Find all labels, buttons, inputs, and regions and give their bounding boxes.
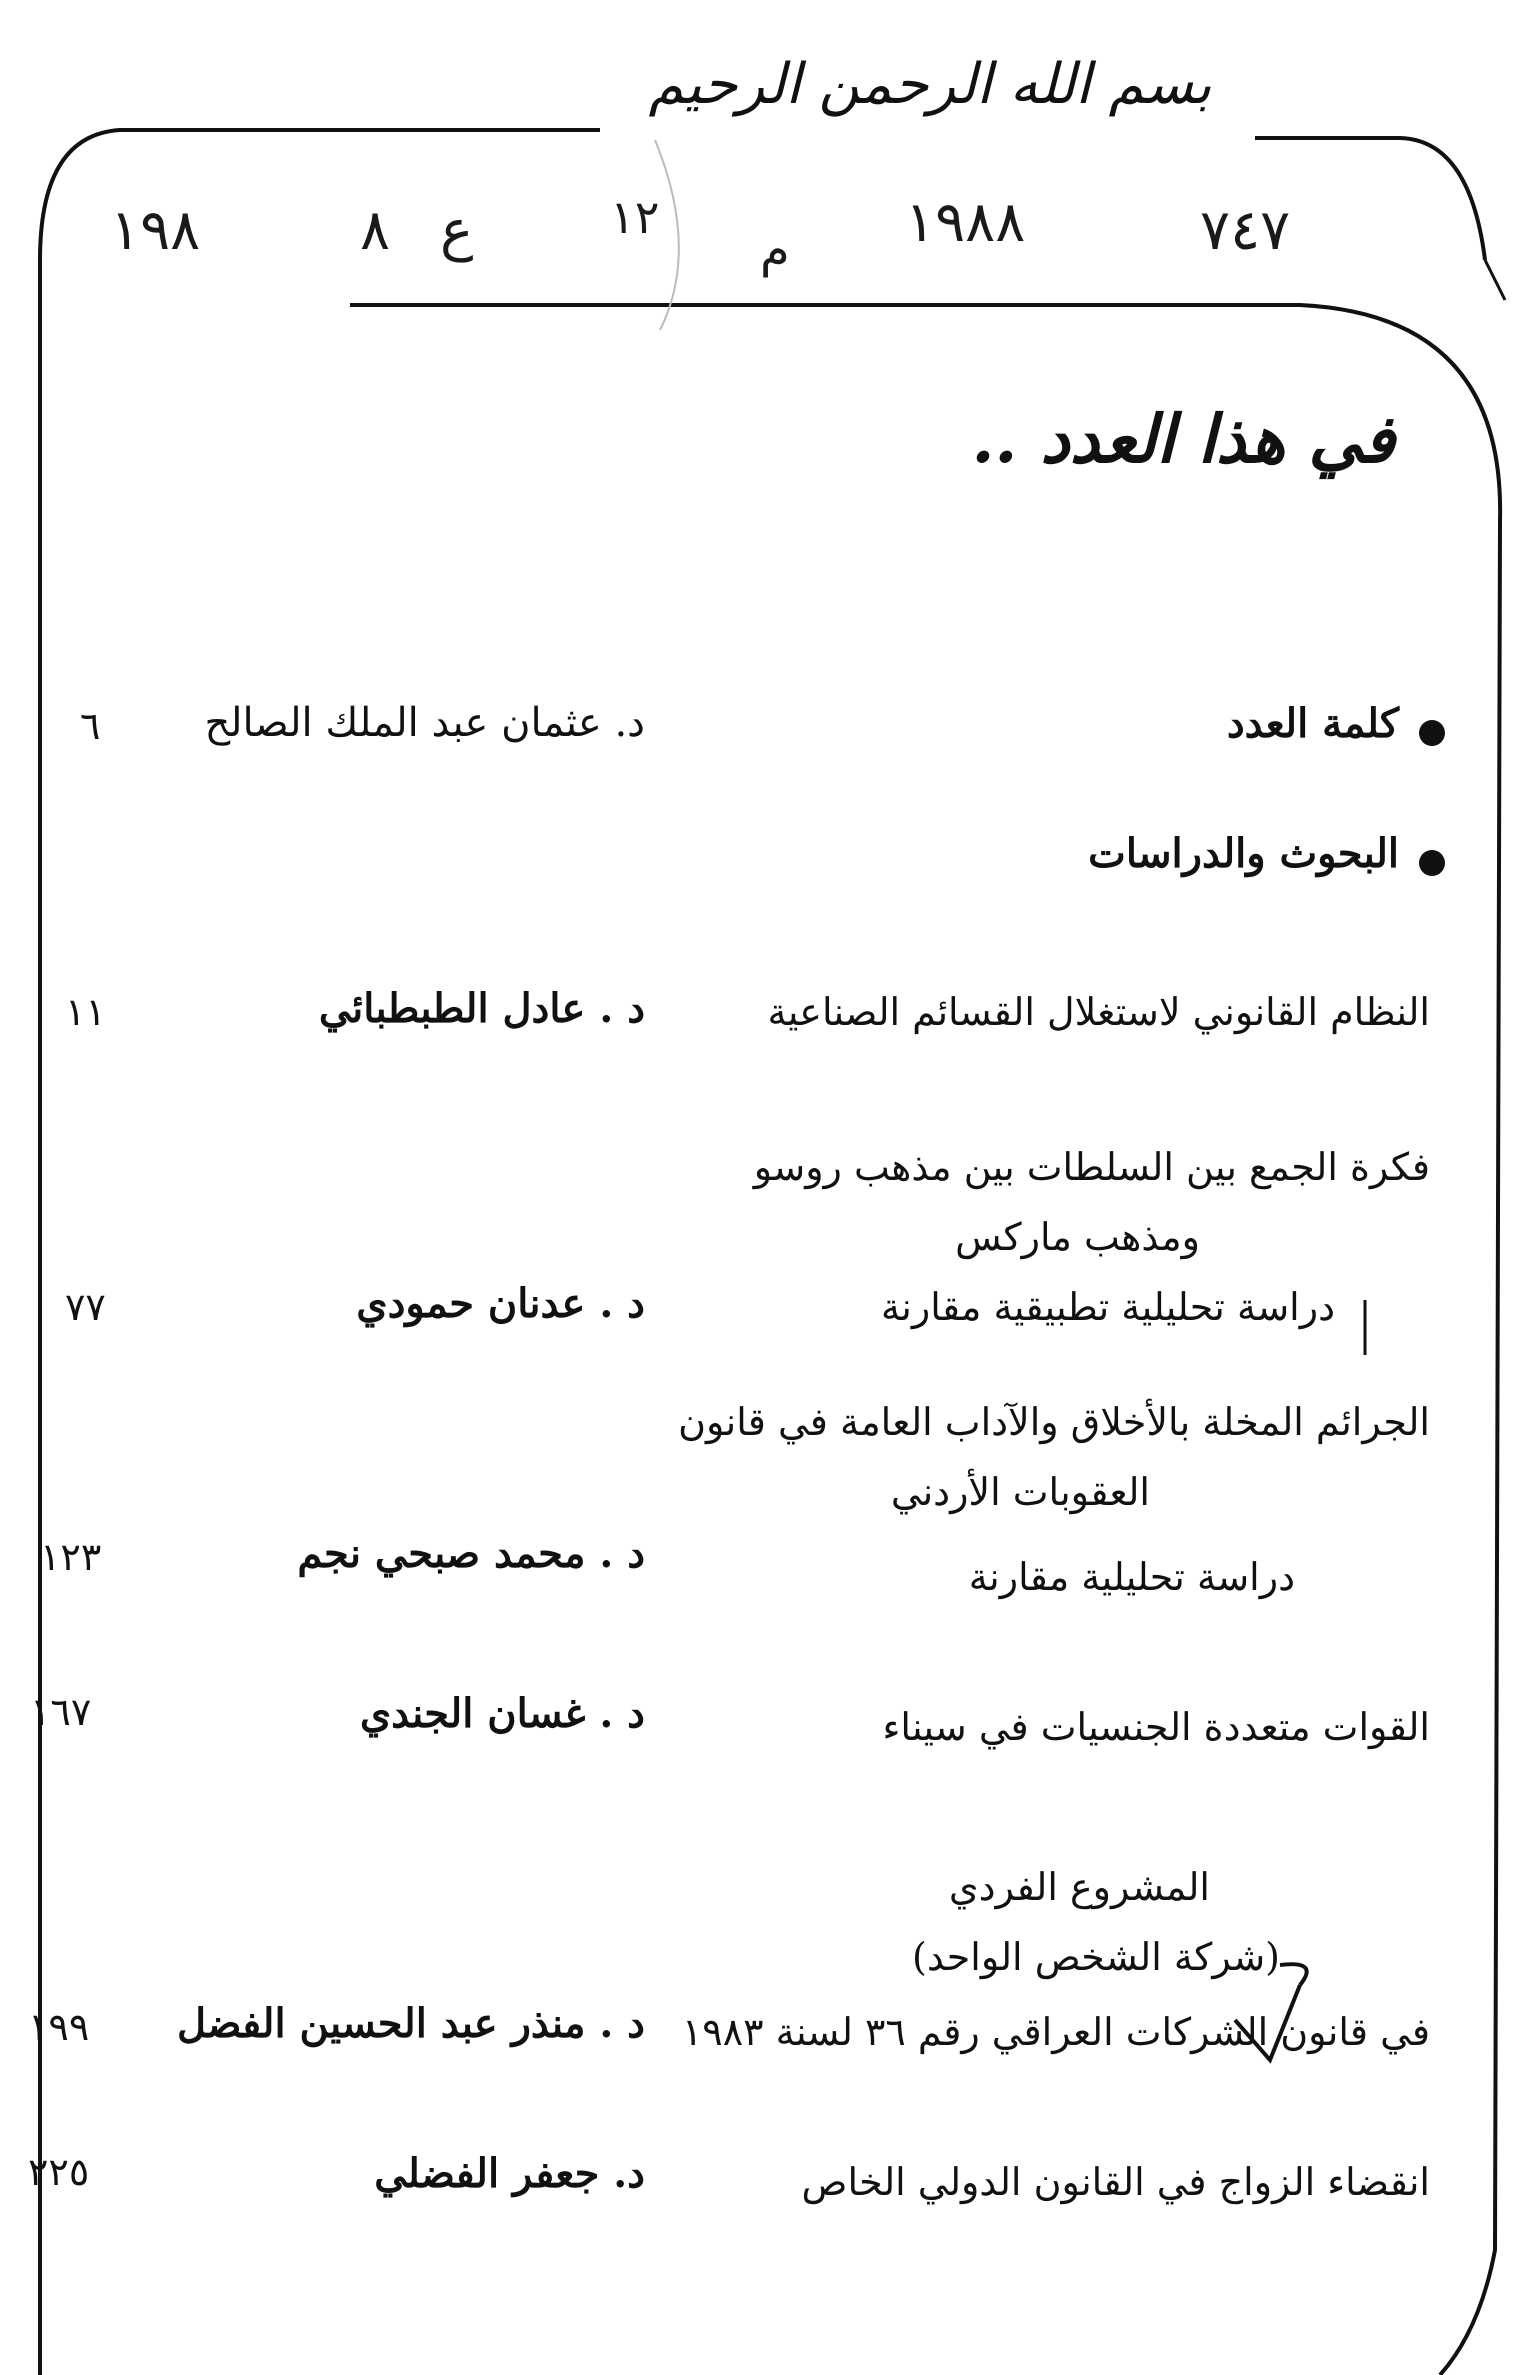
entry-title-line: (شركة الشخص الواحد) — [912, 1935, 1280, 1979]
entry-author: د. عثمان عبد الملك الصالح — [204, 700, 645, 746]
entry-page-number: ٧٧ — [65, 1285, 106, 1329]
handwritten-note-7: ٧٤٧ — [1200, 198, 1291, 263]
entry-title: القوات متعددة الجنسيات في سيناء — [882, 1705, 1430, 1749]
entry-title: كلمة العدد — [1226, 700, 1399, 747]
entry-author: د . محمد صبحي نجم — [297, 1530, 645, 1577]
bullet-icon — [1419, 720, 1445, 746]
section-title: في هذا العدد .. — [971, 400, 1395, 478]
entry-author: د . منذر عبد الحسين الفضل — [177, 2000, 645, 2047]
bullet-icon — [1419, 850, 1445, 876]
entry-page-number: ٦ — [80, 704, 101, 748]
entry-author: د . غسان الجندي — [359, 1690, 645, 1737]
handwritten-note-4: ١٢ — [610, 190, 660, 244]
entry-page-number: ١٦٧ — [30, 1690, 92, 1734]
entry-title-line: دراسة تحليلية تطبيقية مقارنة — [880, 1285, 1335, 1329]
entry-title-line: فكرة الجمع بين السلطات بين مذهب روسو — [753, 1145, 1430, 1189]
entry-author: د . عدنان حمودي — [356, 1280, 645, 1327]
entry-title-line: الجرائم المخلة بالأخلاق والآداب العامة في قانون — [678, 1400, 1430, 1444]
entry-title-line: المشروع الفردي — [948, 1865, 1210, 1909]
entry-title: النظام القانوني لاستغلال القسائم الصناعية — [767, 990, 1430, 1034]
handwritten-note-1: ١٩٨ — [110, 198, 201, 263]
entry-title-line: ومذهب ماركس — [955, 1215, 1200, 1259]
handwritten-note-2: ٨ — [360, 198, 391, 263]
entry-author: د . عادل الطبطبائي — [318, 985, 645, 1032]
entry-title-line: دراسة تحليلية مقارنة — [968, 1555, 1295, 1599]
entry-title: انقضاء الزواج في القانون الدولي الخاص — [801, 2160, 1430, 2204]
entry-page-number: ١٢٣ — [40, 1535, 102, 1579]
entry-title: البحوث والدراسات — [1088, 830, 1399, 877]
entry-author: د. جعفر الفضلي — [374, 2150, 645, 2197]
entry-page-number: ١١ — [65, 990, 106, 1034]
handwritten-note-6: ١٩٨٨ — [905, 190, 1026, 255]
basmala-header: بسم الله الرحمن الرحيم — [648, 52, 1212, 117]
handwritten-note-5: م — [760, 222, 790, 278]
entry-title-line: في قانون الشركات العراقي رقم ٣٦ لسنة ١٩٨٣ — [681, 2010, 1430, 2054]
entry-page-number: ١٩٩ — [28, 2005, 90, 2049]
toc-entry-editorial — [1227, 700, 1445, 747]
entry-page-number: ٢٢٥ — [28, 2150, 90, 2194]
toc-entry-research-heading — [1088, 830, 1445, 877]
entry-title-line: العقوبات الأردني — [890, 1470, 1150, 1514]
handwritten-note-3: ع — [440, 198, 474, 263]
